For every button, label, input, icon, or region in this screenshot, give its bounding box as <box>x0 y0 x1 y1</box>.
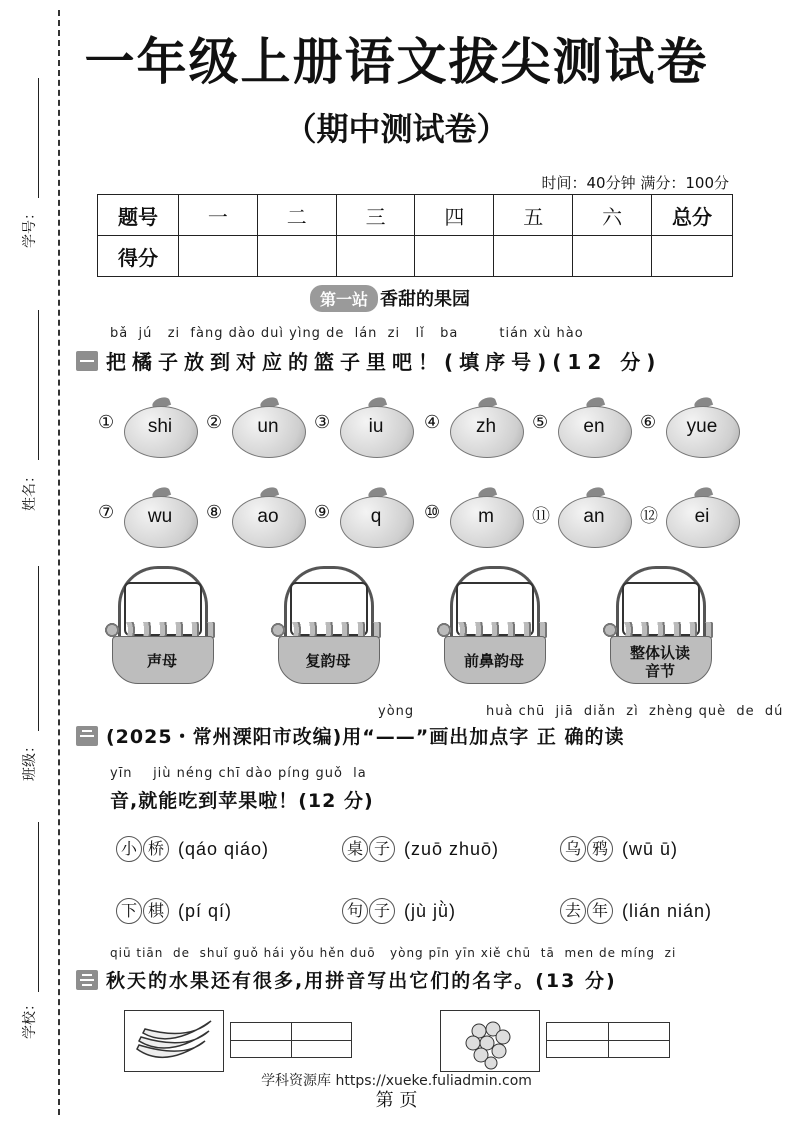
pinyin-choices[interactable]: (zuō zhuō) <box>404 838 500 859</box>
pinyin-choices[interactable]: (jù jǜ) <box>404 900 457 921</box>
table-cell: 三 <box>336 195 415 236</box>
q2-number-icon <box>76 726 98 746</box>
score-input-cell[interactable] <box>336 236 415 277</box>
word-item[interactable] <box>116 894 232 928</box>
orange-7[interactable] <box>98 488 196 544</box>
basket-compound-finals[interactable] <box>270 566 386 686</box>
q3-pinyin: qiū tiān de shuǐ guǒ hái yǒu hěn duō yòng pīn yīn xiě chū tā men de míng zi <box>110 946 677 960</box>
orange-label: q <box>370 506 382 527</box>
orange-6[interactable] <box>640 398 738 454</box>
orange-label: zh <box>475 416 497 437</box>
basket-initials[interactable] <box>104 566 220 686</box>
banana-icon <box>125 1011 223 1071</box>
station-badge: 第一站 <box>310 285 378 312</box>
word-item[interactable] <box>116 832 269 866</box>
answer-writing-box[interactable] <box>546 1022 670 1058</box>
station-name: 香甜的果园 <box>380 289 471 310</box>
orange-number: ⑩ <box>424 502 441 523</box>
word-char: 下 <box>116 898 142 924</box>
orange-label: ei <box>694 506 710 527</box>
table-cell: 得分 <box>98 236 179 277</box>
q2-pinyin-a: yòng <box>378 704 415 719</box>
table-cell: 二 <box>257 195 336 236</box>
pinyin-choices[interactable]: (lián nián) <box>622 900 713 921</box>
orange-number: ⑪ <box>532 506 550 527</box>
score-table <box>97 194 733 277</box>
score-input-cell[interactable] <box>415 236 494 277</box>
orange-9[interactable] <box>314 488 412 544</box>
binding-dashed-line <box>58 10 60 1115</box>
q1-pinyin: bǎ jú zi fàng dào duì yìng de lán zi lǐ ba tián xù hào <box>110 326 584 341</box>
class-label: 班级： <box>22 739 38 781</box>
pinyin-choices[interactable]: (wū ū) <box>622 838 679 859</box>
q2-text: (2025・常州溧阳市改编)用“——”画出加点字 正 确的读 <box>106 726 625 748</box>
station-banner <box>310 286 470 310</box>
orange-label: an <box>583 506 605 527</box>
word-item[interactable] <box>342 832 499 866</box>
school-line <box>38 822 39 992</box>
student-id-label: 学号： <box>22 206 38 248</box>
name-line <box>38 310 39 460</box>
pinyin-choices[interactable]: (pí qí) <box>178 900 233 921</box>
class-line <box>38 566 39 731</box>
score-input-cell[interactable] <box>652 236 733 277</box>
orange-10[interactable] <box>424 488 522 544</box>
orange-12[interactable] <box>640 488 738 544</box>
page-subtitle: （期中测试卷） <box>284 110 509 148</box>
watermark: 学科资源库 https://xueke.fuliadmin.com <box>261 1073 532 1089</box>
word-char-dotted: 年 <box>587 898 613 924</box>
orange-11[interactable] <box>532 488 630 544</box>
word-char: 小 <box>116 836 142 862</box>
orange-label: m <box>478 506 494 527</box>
orange-label: ao <box>257 506 279 527</box>
word-item[interactable] <box>560 894 712 928</box>
word-char-dotted: 桥 <box>143 836 169 862</box>
exam-meta: 时间：40分钟 满分：100分 <box>541 174 729 192</box>
school-label: 学校： <box>22 997 38 1039</box>
pinyin-choices[interactable]: (qáo qiáo) <box>178 838 270 859</box>
score-input-cell[interactable] <box>179 236 258 277</box>
table-cell: 总分 <box>652 195 733 236</box>
orange-number: ③ <box>314 412 331 433</box>
page-number: 第 页 <box>375 1090 418 1111</box>
orange-label: un <box>257 416 279 437</box>
q2-heading-cont <box>110 786 374 813</box>
q1-text: 把橘子放到对应的篮子里吧！(填序号)(12 分) <box>106 350 662 374</box>
orange-number: ⑥ <box>640 412 657 433</box>
q2-pinyin-c: yīn jiù néng chī dào píng guǒ la <box>110 766 367 781</box>
q3-heading <box>76 966 617 993</box>
basket-whole-syllables[interactable] <box>602 566 718 686</box>
word-item[interactable] <box>560 832 678 866</box>
word-char: 去 <box>560 898 586 924</box>
score-input-cell[interactable] <box>257 236 336 277</box>
word-char: 子 <box>369 898 395 924</box>
word-char-dotted: 桌 <box>342 836 368 862</box>
orange-label: wu <box>147 506 173 527</box>
orange-label: en <box>583 416 605 437</box>
orange-number: ⑤ <box>532 412 549 433</box>
orange-number: ⑦ <box>98 502 115 523</box>
orange-number: ④ <box>424 412 441 433</box>
orange-2[interactable] <box>206 398 304 454</box>
basket-front-nasal-finals[interactable] <box>436 566 552 686</box>
orange-number: ⑫ <box>640 506 658 527</box>
orange-4[interactable] <box>424 398 522 454</box>
score-table-score-row <box>98 236 733 277</box>
basket-label: 整体认读音节 <box>630 644 691 680</box>
orange-number: ② <box>206 412 223 433</box>
page-title: 一年级上册语文拔尖测试卷 <box>84 33 709 91</box>
word-char: 子 <box>369 836 395 862</box>
q2-text-cont: 音,就能吃到苹果啦！(12 分) <box>110 790 374 812</box>
orange-number: ① <box>98 412 115 433</box>
orange-1[interactable] <box>98 398 196 454</box>
word-char-dotted: 棋 <box>143 898 169 924</box>
word-char-dotted: 乌 <box>560 836 586 862</box>
table-cell: 题号 <box>98 195 179 236</box>
basket-label: 前鼻韵母 <box>463 652 524 670</box>
table-cell: 四 <box>415 195 494 236</box>
orange-number: ⑨ <box>314 502 331 523</box>
table-cell: 五 <box>494 195 573 236</box>
q1-heading <box>76 346 661 375</box>
banana-picture <box>124 1010 224 1072</box>
word-item[interactable] <box>342 894 456 928</box>
basket-label: 声母 <box>146 652 177 670</box>
q2-pinyin-b: huà chū jiā diǎn zì zhèng què de dú <box>486 704 784 719</box>
name-label: 姓名： <box>22 469 38 511</box>
orange-number: ⑧ <box>206 502 223 523</box>
orange-5[interactable] <box>532 398 630 454</box>
orange-3[interactable] <box>314 398 412 454</box>
table-cell: 一 <box>179 195 258 236</box>
q3-text: 秋天的水果还有很多,用拼音写出它们的名字。(13 分) <box>106 970 617 992</box>
orange-label: yue <box>686 416 718 437</box>
score-input-cell[interactable] <box>494 236 573 277</box>
q3-number-icon <box>76 970 98 990</box>
q2-heading <box>76 722 624 749</box>
grape-picture <box>440 1010 540 1072</box>
answer-writing-box[interactable] <box>230 1022 352 1058</box>
word-char: 鸦 <box>587 836 613 862</box>
orange-label: iu <box>368 416 384 437</box>
table-cell: 六 <box>573 195 652 236</box>
orange-8[interactable] <box>206 488 304 544</box>
basket-label: 复韵母 <box>305 652 351 670</box>
score-table-header-row <box>98 195 733 236</box>
grape-icon <box>441 1011 539 1071</box>
q1-number-icon <box>76 351 98 371</box>
word-char-dotted: 句 <box>342 898 368 924</box>
orange-label: shi <box>147 416 173 437</box>
score-input-cell[interactable] <box>573 236 652 277</box>
